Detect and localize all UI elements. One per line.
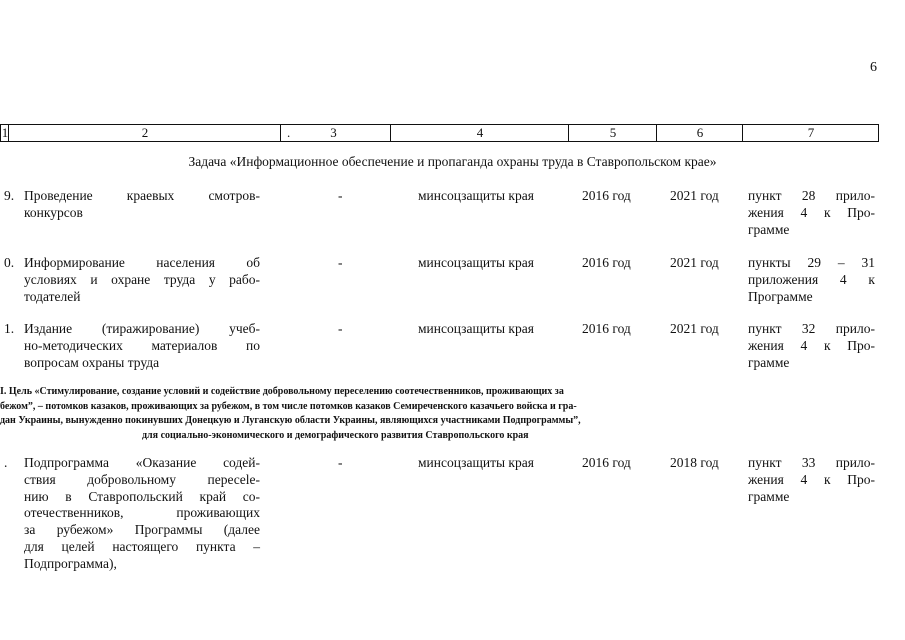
task-title: Задача «Информационное обеспечение и пропаганда охраны труда в Ставропольском крае» xyxy=(188,154,717,169)
reference: пункт 32 прило- жения 4 к Про- грамме xyxy=(748,321,875,370)
col-5: 5 xyxy=(568,125,657,141)
start-year: 2016 год xyxy=(582,321,631,336)
dash-cell: - xyxy=(338,255,343,270)
activity-name: Проведение краевых смотров- конкурсов xyxy=(24,188,260,220)
col-1: 1 xyxy=(1,125,9,140)
reference: пункт 28 прило- жения 4 к Про- грамме xyxy=(748,188,875,237)
end-year: 2021 год xyxy=(670,321,719,336)
end-year: 2021 год xyxy=(670,188,719,203)
responsible: минсоцзащиты края xyxy=(418,188,534,203)
dash-cell: - xyxy=(338,455,343,470)
col-3: 3 xyxy=(330,125,337,140)
activity-name: Подпрограмма «Оказание содей- ствия добровольному пересele- нию в Ставропольский край со- отечественников, проживающих за рубежом» Программы (далее для целей настоящего пункта – Подпрограмма), xyxy=(24,455,260,571)
dash-cell: - xyxy=(338,188,343,203)
column-number-header xyxy=(0,124,879,142)
activity-name: Издание (тиражирование) учеб- но-методических материалов по вопросам охраны труда xyxy=(24,321,260,370)
responsible: минсоцзащиты края xyxy=(418,255,534,270)
reference: пункты 29 – 31 приложения 4 к Программе xyxy=(748,255,875,304)
col-4: 4 xyxy=(390,125,569,141)
row-number: 9. xyxy=(4,188,15,203)
col-7: 7 xyxy=(742,125,879,141)
end-year: 2018 год xyxy=(670,455,719,470)
responsible: минсоцзащиты края xyxy=(418,455,534,470)
start-year: 2016 год xyxy=(582,188,631,203)
row-number: . xyxy=(4,455,8,470)
row-number: 1. xyxy=(4,321,15,336)
goal-heading: I. Цель «Стимулирование, создание условий и содействие добровольному переселению соотечественников, проживающих за бежом”, – потомков казаков, проживающих за рубежом, в том числе потомков казаков Семиреченского казачьего войска и гра- дан Украины, вынужденно покинувших Донецкую и Луганскую области Украины, являющихся участниками Подпрограммы”, для социально-экономического и демографического развития Ставропольского края xyxy=(0,386,581,441)
start-year: 2016 год xyxy=(582,455,631,470)
row-number: 0. xyxy=(4,255,15,270)
end-year: 2021 год xyxy=(670,255,719,270)
responsible: минсоцзащиты края xyxy=(418,321,534,336)
col-6: 6 xyxy=(656,125,743,141)
col-2: 2 xyxy=(8,125,281,141)
dash-cell: - xyxy=(338,321,343,336)
col-dot: . xyxy=(287,125,291,140)
reference: пункт 33 прило- жения 4 к Про- грамме xyxy=(748,455,875,504)
activity-name: Информирование населения об условиях и охране труда у рабо- тодателей xyxy=(24,255,260,304)
start-year: 2016 год xyxy=(582,255,631,270)
page-number: 6 xyxy=(870,60,877,75)
